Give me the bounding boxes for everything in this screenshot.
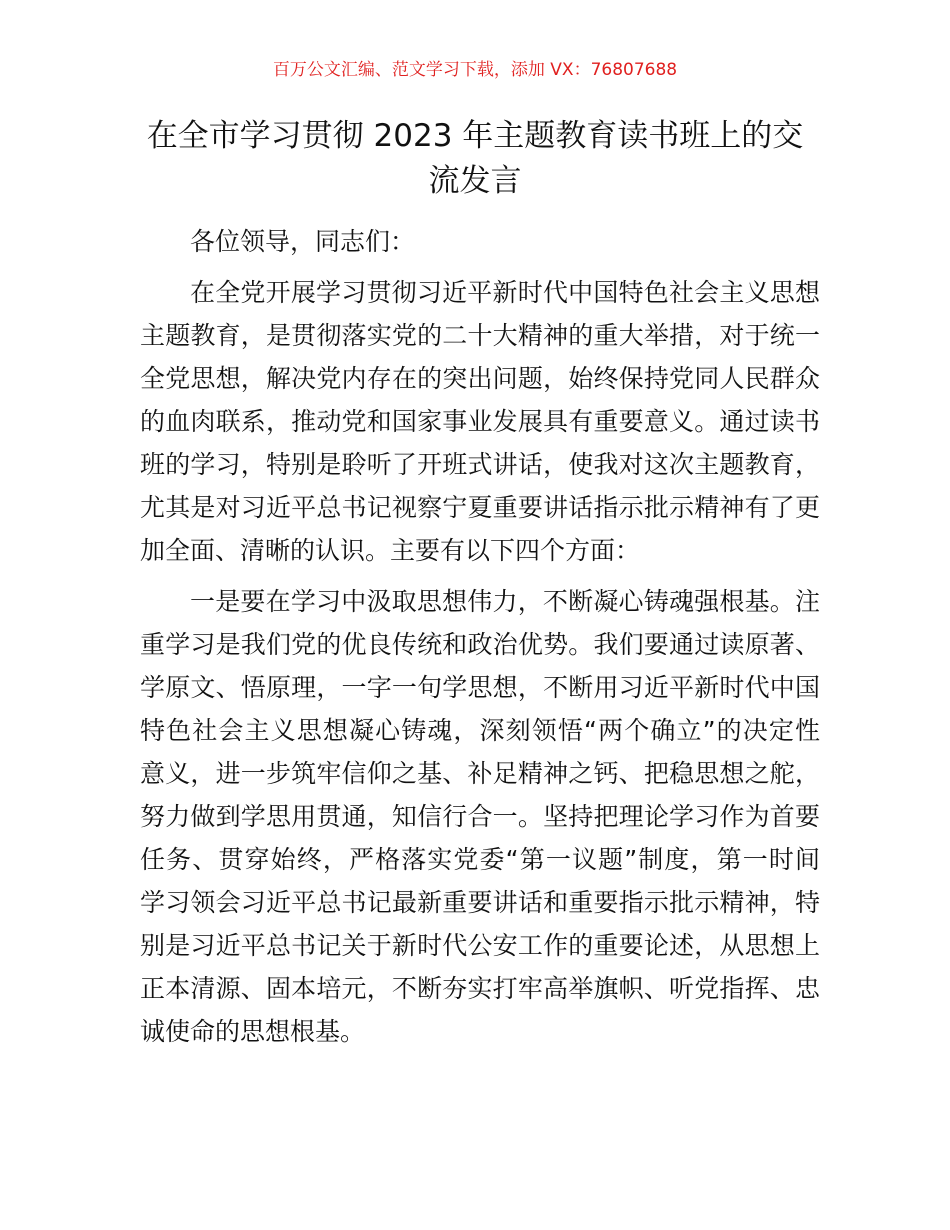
paragraph-line: 诚使命的思想根基。: [140, 1017, 366, 1046]
title-line: 在全市学习贯彻 2023 年主题教育读书班上的交: [146, 118, 804, 154]
paragraph-2: [140, 580, 820, 1053]
paragraph-line: 别是习近平总书记关于新时代公安工作的重要论述，从思想上: [140, 931, 820, 960]
paragraph-line: 加全面、清晰的认识。主要有以下四个方面：: [140, 536, 641, 565]
paragraph-line: 主题教育，是贯彻落实党的二十大精神的重大举措，对于统一: [140, 321, 820, 350]
greeting-line: 各位领导，同志们：: [190, 227, 416, 256]
paragraph-line: 学习领会习近平总书记最新重要讲话和重要指示批示精神，特: [140, 888, 820, 917]
greeting: [140, 220, 820, 263]
paragraph-line: 学原文、悟原理，一字一句学思想，不断用习近平新时代中国: [140, 673, 820, 702]
paragraph-line: 意义，进一步筑牢信仰之基、补足精神之钙、把稳思想之舵，: [140, 759, 820, 788]
paragraph-line: 特色社会主义思想凝心铸魂，深刻领悟“两个确立”的决定性: [140, 716, 820, 745]
paragraph-line: 的血肉联系，推动党和国家事业发展具有重要意义。通过读书: [140, 407, 820, 436]
paragraph-line: 重学习是我们党的优良传统和政治优势。我们要通过读原著、: [140, 630, 820, 659]
paragraph-line: 尤其是对习近平总书记视察宁夏重要讲话指示批示精神有了更: [140, 493, 820, 522]
title-line: 流发言: [428, 163, 522, 199]
document-title: [130, 114, 820, 204]
paragraph-line: 任务、贯穿始终，严格落实党委“第一议题”制度，第一时间: [140, 845, 820, 874]
paragraph-line: 努力做到学思用贯通，知信行合一。坚持把理论学习作为首要: [140, 802, 820, 831]
paragraph-line: 全党思想，解决党内存在的突出问题，始终保持党同人民群众: [140, 364, 820, 393]
paragraph-line: 正本清源、固本培元，不断夯实打牢高举旗帜、听党指挥、忠: [140, 974, 820, 1003]
paragraph-line: 班的学习，特别是聆听了开班式讲话，使我对这次主题教育，: [140, 450, 820, 479]
paragraph-1: [140, 271, 820, 572]
paragraph-line: 在全党开展学习贯彻习近平新时代中国特色社会主义思想: [190, 278, 820, 307]
watermark-header: 百万公文汇编、范文学习下载，添加 VX：76807688: [272, 60, 678, 80]
paragraph-line: 一是要在学习中汲取思想伟力，不断凝心铸魂强根基。注: [190, 587, 820, 616]
document-body: [140, 220, 820, 1061]
